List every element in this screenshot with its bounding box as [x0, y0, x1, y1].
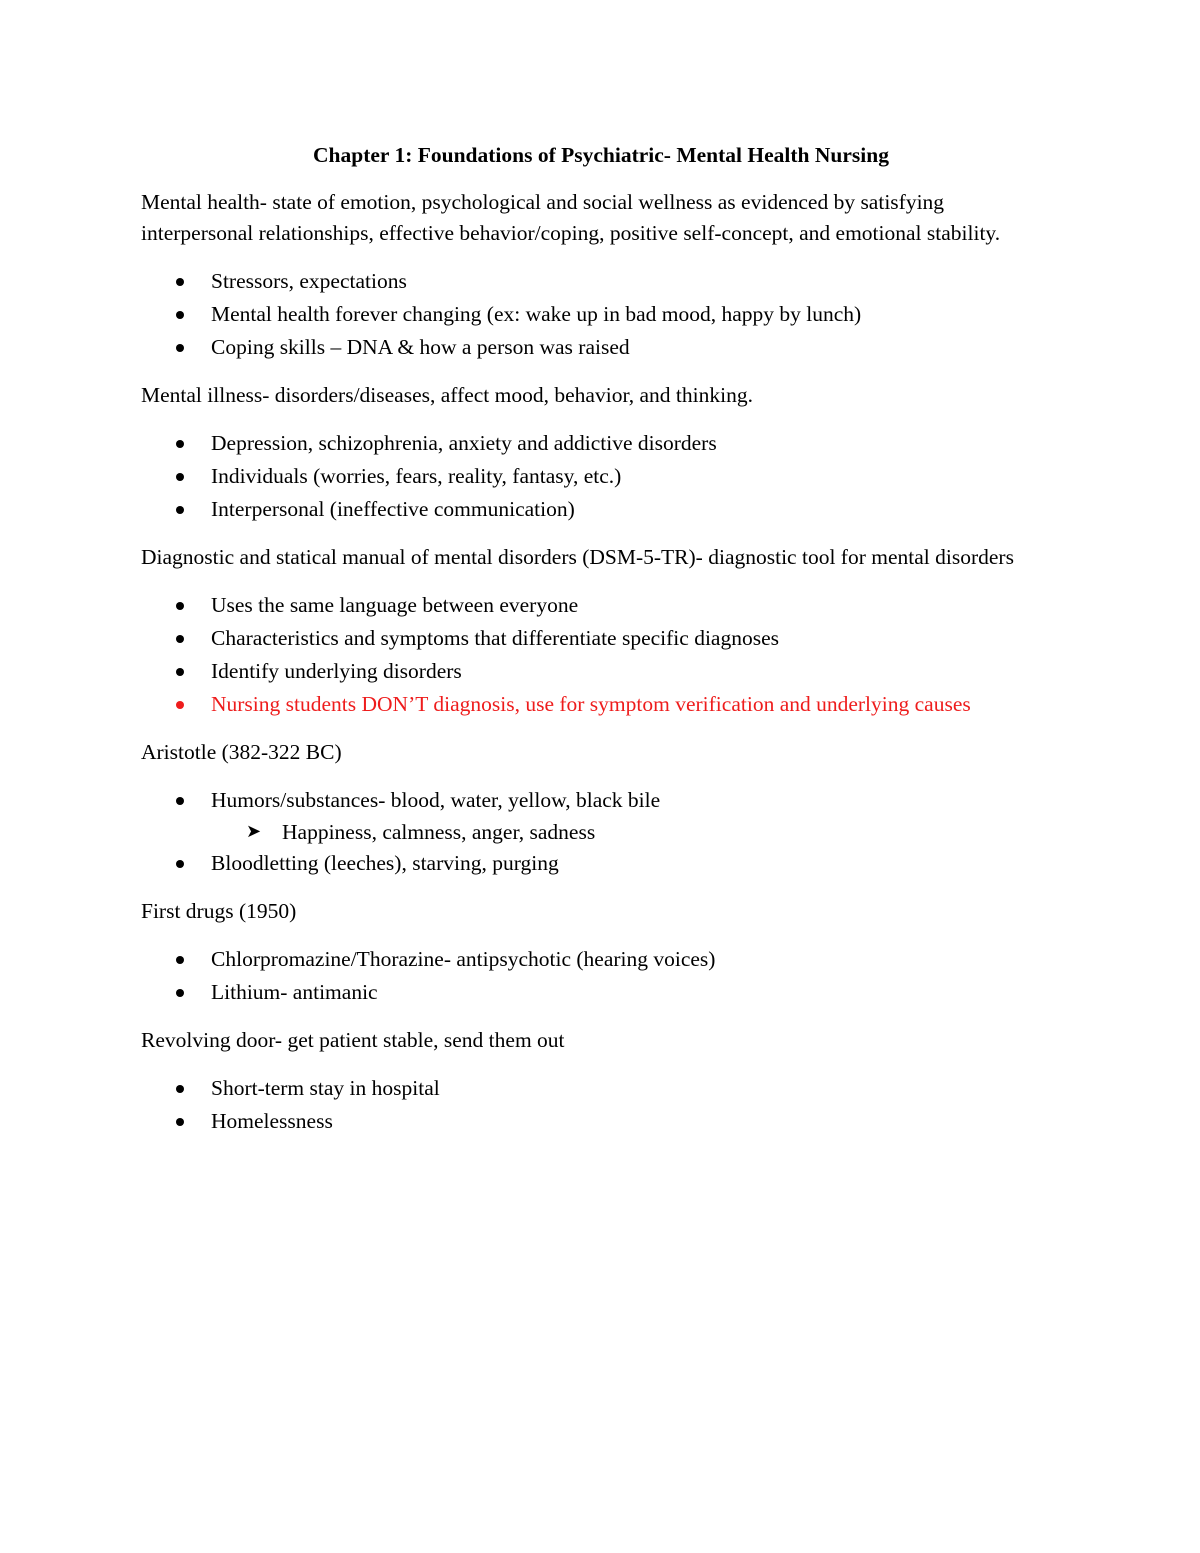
list-item-text: Bloodletting (leeches), starving, purging — [211, 851, 559, 875]
list-item-text: Nursing students DON’T diagnosis, use for symptom verification and underlying causes — [211, 692, 971, 716]
list-item — [141, 427, 1061, 460]
list-item-text: Lithium- antimanic — [211, 980, 378, 1004]
list-item — [141, 1072, 1061, 1105]
bullet-icon — [176, 1085, 184, 1093]
bullet-icon — [176, 635, 184, 643]
list-item — [141, 331, 1061, 364]
list-item-text: Identify underlying disorders — [211, 659, 462, 683]
section-heading-revolving-door: Revolving door- get patient stable, send them out — [141, 1028, 565, 1052]
bullet-icon — [176, 602, 184, 610]
sub-bullet-list — [211, 817, 1061, 847]
arrowhead-bullet-icon: ➤ — [246, 821, 262, 842]
list-item-text: Characteristics and symptoms that differentiate specific diagnoses — [211, 626, 779, 650]
list-item-text: Homelessness — [211, 1109, 333, 1133]
document-title: Chapter 1: Foundations of Psychiatric- Mental Health Nursing — [313, 143, 889, 167]
list-item — [141, 784, 1061, 847]
list-item — [141, 1105, 1061, 1138]
section-heading-aristotle: Aristotle (382-322 BC) — [141, 740, 342, 764]
list-item-highlighted — [141, 688, 1061, 721]
bullet-icon — [176, 860, 184, 868]
bullet-list-dsm — [141, 589, 1061, 721]
bullet-icon — [176, 668, 184, 676]
list-item — [141, 589, 1061, 622]
sub-list-item-text: Happiness, calmness, anger, sadness — [282, 820, 596, 844]
bullet-icon — [176, 956, 184, 964]
bullet-icon — [176, 473, 184, 481]
bullet-list-aristotle — [141, 784, 1061, 880]
list-item — [141, 622, 1061, 655]
list-item — [141, 265, 1061, 298]
bullet-icon — [176, 797, 184, 805]
list-item-text: Depression, schizophrenia, anxiety and addictive disorders — [211, 431, 717, 455]
section-heading-mental-illness: Mental illness- disorders/diseases, affect mood, behavior, and thinking. — [141, 383, 753, 407]
list-item-text: Chlorpromazine/Thorazine- antipsychotic (hearing voices) — [211, 947, 716, 971]
list-item — [141, 460, 1061, 493]
section-heading-first-drugs: First drugs (1950) — [141, 899, 297, 923]
bullet-icon — [176, 440, 184, 448]
sub-list-item — [211, 817, 1061, 847]
bullet-icon — [176, 344, 184, 352]
bullet-icon — [176, 1118, 184, 1126]
bullet-icon — [176, 311, 184, 319]
list-item — [141, 493, 1061, 526]
list-item-text: Stressors, expectations — [211, 269, 407, 293]
section-heading-mental-health: Mental health- state of emotion, psychological and social wellness as evidenced by satisfying interpersonal relationships, effective behavior/coping, positive self-concept, and emotional stability. — [141, 190, 1001, 245]
list-item — [141, 298, 1061, 331]
list-item-text: Individuals (worries, fears, reality, fantasy, etc.) — [211, 464, 622, 488]
list-item-text: Coping skills – DNA & how a person was raised — [211, 335, 630, 359]
bullet-list-mental-illness — [141, 427, 1061, 526]
section-heading-dsm: Diagnostic and statical manual of mental disorders (DSM-5-TR)- diagnostic tool for mental disorders — [141, 545, 1014, 569]
bullet-icon — [176, 278, 184, 286]
bullet-icon — [176, 989, 184, 997]
list-item — [141, 655, 1061, 688]
list-item-text: Short-term stay in hospital — [211, 1076, 440, 1100]
list-item — [141, 943, 1061, 976]
list-item-text: Mental health forever changing (ex: wake up in bad mood, happy by lunch) — [211, 302, 862, 326]
bullet-icon — [176, 701, 184, 709]
list-item-text: Interpersonal (ineffective communication) — [211, 497, 575, 521]
list-item — [141, 976, 1061, 1009]
document-content — [141, 140, 1061, 1154]
list-item — [141, 847, 1061, 880]
list-item-text: Uses the same language between everyone — [211, 593, 579, 617]
bullet-list-first-drugs — [141, 943, 1061, 1009]
bullet-list-revolving-door — [141, 1072, 1061, 1138]
list-item-text: Humors/substances- blood, water, yellow, black bile — [211, 788, 661, 812]
bullet-icon — [176, 506, 184, 514]
bullet-list-mental-health — [141, 265, 1061, 364]
